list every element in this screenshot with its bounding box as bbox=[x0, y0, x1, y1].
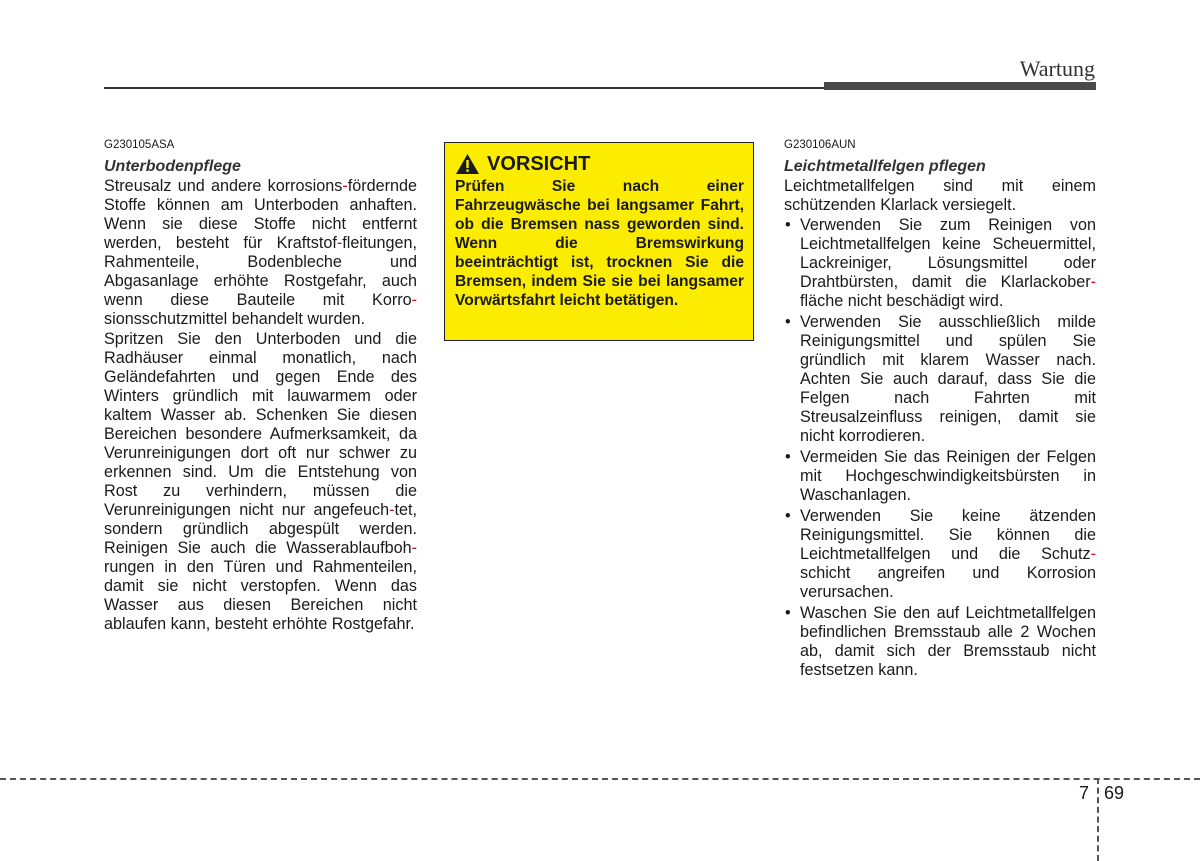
paragraph bbox=[104, 177, 417, 329]
care-bullet-list bbox=[784, 216, 1096, 680]
line-break-hyphen: - bbox=[342, 177, 348, 195]
text-segment: tet, sondern gründlich abgespült werden. Reinigen Sie auch die Wasserablaufboh bbox=[104, 501, 417, 557]
text-segment: fleitungen, Rahmenteile, Bodenbleche und Abgasanlage erhöhte Rostgefahr, auch wenn diese Bauteile mit Korro bbox=[104, 234, 417, 309]
bullet-dot-icon: • bbox=[785, 448, 791, 466]
footer-divider bbox=[1097, 778, 1099, 861]
text-segment: rungen in den Türen und Rahmenteilen, damit sie nicht verstopfen. Wenn das Wasser aus diesen Bereichen nicht ablaufen kann, besteht erhöhte Rostgefahr. bbox=[104, 558, 417, 633]
intro-paragraph: Leichtmetallfelgen sind mit einem schützenden Klarlack versiegelt. bbox=[784, 177, 1096, 214]
bullet-dot-icon: • bbox=[785, 216, 791, 234]
bullet-dot-icon: • bbox=[785, 604, 791, 622]
bullet-item bbox=[784, 448, 1096, 505]
line-break-hyphen: - bbox=[389, 501, 395, 519]
right-column bbox=[784, 138, 1096, 682]
section-code: G230106AUN bbox=[784, 139, 856, 151]
text-segment: Spritzen Sie den Unterboden und die Radhäuser einmal monatlich, nach Geländefahrten und gegen Ende des Winters gründlich mit lauwarmem oder kaltem Wasser ab. Schenken Sie diesen Bereichen besondere Aufmerksamkeit, da Verunreinigungen dort oft nur schwer zu erkennen sind. Um die Entstehung von Rost zu verhindern, müssen die Verunreinigungen nicht nur angefeuch bbox=[104, 330, 417, 519]
caution-header bbox=[455, 153, 744, 175]
bullet-item bbox=[784, 216, 1096, 311]
text-segment: Verwenden Sie ausschließlich milde Reinigungsmittel und spülen Sie gründlich mit klarem Wasser nach. Achten Sie auch darauf, dass Sie die Felgen nach Fahrten mit Streusalzeinfluss reinigen, damit sie nicht korrodieren. bbox=[800, 313, 1096, 445]
left-column bbox=[104, 138, 417, 635]
section-code: G230105ASA bbox=[104, 139, 175, 151]
bullet-item bbox=[784, 604, 1096, 680]
text-segment: sionsschutzmittel behandelt wurden. bbox=[104, 310, 365, 328]
line-break-hyphen: - bbox=[336, 234, 343, 252]
line-break-hyphen: - bbox=[411, 539, 417, 557]
bullet-item bbox=[784, 507, 1096, 602]
line-break-hyphen: - bbox=[1090, 273, 1096, 291]
text-segment: Verwenden Sie zum Reinigen von Leichtmetallfelgen keine Scheuermittel, Lackreiniger, Lösungsmittel oder Drahtbürsten, damit die Klarlackober bbox=[800, 216, 1096, 291]
caution-title: VORSICHT bbox=[487, 153, 591, 175]
text-segment: fördernde Stoffe können am Unterboden anhaften. Wenn sie diese Stoffe nicht entfernt werden, besteht für Kraftstof bbox=[104, 177, 417, 252]
text-segment: Vermeiden Sie das Reinigen der Felgen mit Hochgeschwindigkeitsbürsten in Waschanlagen. bbox=[800, 448, 1096, 504]
text-segment: Waschen Sie den auf Leichtmetallfelgen befindlichen Bremsstaub alle 2 Wochen ab, damit sich der Bremsstaub nicht festsetzen kann. bbox=[800, 604, 1096, 679]
bullet-item bbox=[784, 313, 1096, 446]
header-rule bbox=[104, 87, 824, 89]
line-break-hyphen: - bbox=[1090, 545, 1096, 563]
text-segment: fläche nicht beschädigt wird. bbox=[800, 292, 1004, 310]
chapter-number: 7 bbox=[1079, 783, 1090, 803]
section-title: Wartung bbox=[1019, 56, 1095, 81]
section-heading: Leichtmetallfelgen pflegen bbox=[784, 158, 986, 175]
warning-triangle-icon bbox=[455, 153, 480, 175]
section-heading: Unterbodenpflege bbox=[104, 158, 241, 175]
caution-box bbox=[444, 142, 754, 341]
paragraph bbox=[104, 330, 417, 634]
text-segment: Streusalz und andere korrosions bbox=[104, 177, 343, 195]
footer-rule bbox=[0, 778, 1200, 780]
header-rule-accent bbox=[824, 82, 1096, 90]
bullet-dot-icon: • bbox=[785, 507, 791, 525]
text-segment: schicht angreifen und Korrosion verursachen. bbox=[800, 564, 1096, 601]
page-number: 69 bbox=[1104, 783, 1125, 803]
left-paragraphs bbox=[104, 177, 417, 634]
caution-text: Prüfen Sie nach einer Fahrzeugwäsche bei langsamer Fahrt, ob die Bremsen nass geworden sind. Wenn die Bremswirkung beeinträchtigt ist, trocknen Sie die Bremsen, indem Sie sie bei langsamer Vorwärtsfahrt leicht betätigen. bbox=[455, 178, 744, 309]
bullet-dot-icon: • bbox=[785, 313, 791, 331]
line-break-hyphen: - bbox=[411, 291, 417, 309]
text-segment: Verwenden Sie keine ätzenden Reinigungsmittel. Sie können die Leichtmetallfelgen und die Schutz bbox=[800, 507, 1096, 563]
